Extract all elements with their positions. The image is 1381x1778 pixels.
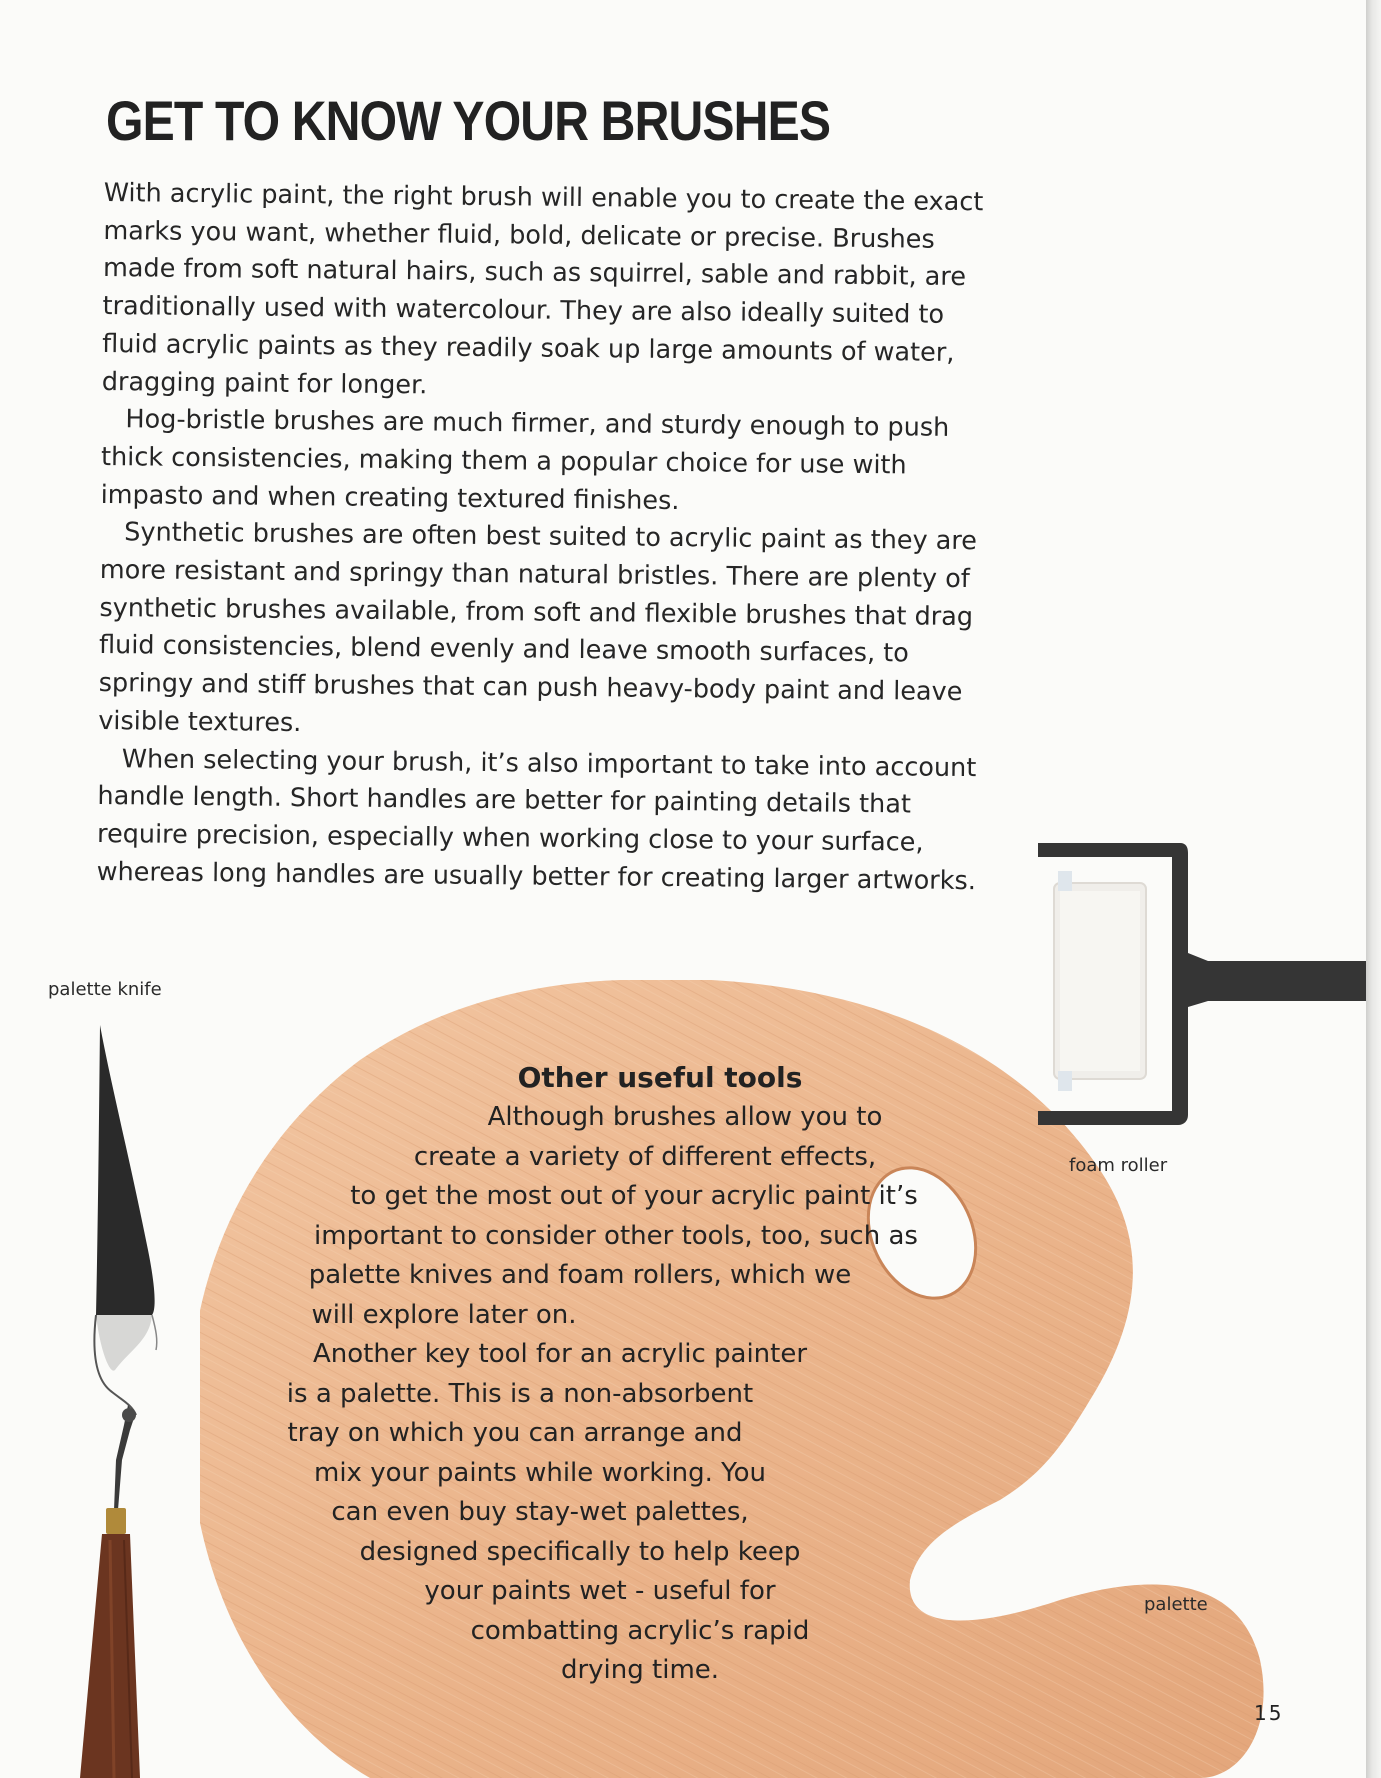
body-paragraph: With acrylic paint, the right brush will enable you to create the exact marks you want, whether fluid, bold, delicate or precise. Brushes made from soft natural hairs, such as squirrel, sable and rabbit, are traditionally used with watercolour. They are also ideally suited to fluid acrylic paints as they readily soak up large amounts of water, dragging paint for longer. <box>101 177 984 400</box>
tools-line: Another key tool for an acrylic painter <box>312 1339 808 1369</box>
foam-roller-illustration <box>1030 835 1366 1145</box>
caption-palette: palette <box>1144 1594 1208 1615</box>
tools-line: mix your paints while working. You <box>314 1457 766 1488</box>
tools-line: drying time. <box>560 1655 720 1685</box>
tools-line: palette knives and foam rollers, which we <box>308 1260 852 1290</box>
body-paragraph: Synthetic brushes are often best suited to acrylic paint as they are more resistant and springy than natural bristles. There are plenty of synthetic brushes available, from soft and flexible brushes that drag fluid consistencies, blend evenly and leave smooth surfaces, to springy and stiff brushes that can push heavy-body paint and leave visible textures. <box>98 517 978 738</box>
caption-palette-knife: palette knife <box>48 979 162 1000</box>
tools-line: Although brushes allow you to <box>487 1102 883 1132</box>
tools-line: your paints wet - useful for <box>424 1576 776 1606</box>
tools-line: is a palette. This is a non-absorbent <box>286 1378 754 1409</box>
tools-line: create a variety of different effects, <box>413 1141 877 1172</box>
body-paragraph: When selecting your brush, it’s also important to take into account handle length. Short handles are better for painting details that require precision, especially when working close to your surface, whereas long handles are usually better for creating larger artworks. <box>96 743 977 896</box>
tools-line: will explore later on. <box>311 1299 577 1330</box>
other-tools-box <box>260 1058 1020 1691</box>
page-heading: GET TO KNOW YOUR BRUSHES <box>106 89 831 152</box>
tools-line: can even buy stay-wet palettes, <box>331 1497 749 1527</box>
page-edge-shadow <box>1366 0 1381 1778</box>
tools-line: designed specifically to help keep <box>359 1536 801 1567</box>
body-paragraph: Hog-bristle brushes are much firmer, and sturdy enough to push thick consistencies, making them a popular choice for use with impasto and when creating textured finishes. <box>100 404 950 516</box>
tools-line: combatting acrylic’s rapid <box>470 1615 810 1646</box>
caption-foam-roller: foam roller <box>1069 1155 1168 1176</box>
page-number: 15 <box>1254 1701 1284 1725</box>
tools-line: to get the most out of your acrylic paint it’s <box>350 1181 918 1211</box>
other-tools-title: Other useful tools <box>517 1061 803 1094</box>
tools-line: important to consider other tools, too, such as <box>314 1220 918 1251</box>
body-text <box>96 175 1008 901</box>
tools-line: tray on which you can arrange and <box>287 1418 743 1448</box>
